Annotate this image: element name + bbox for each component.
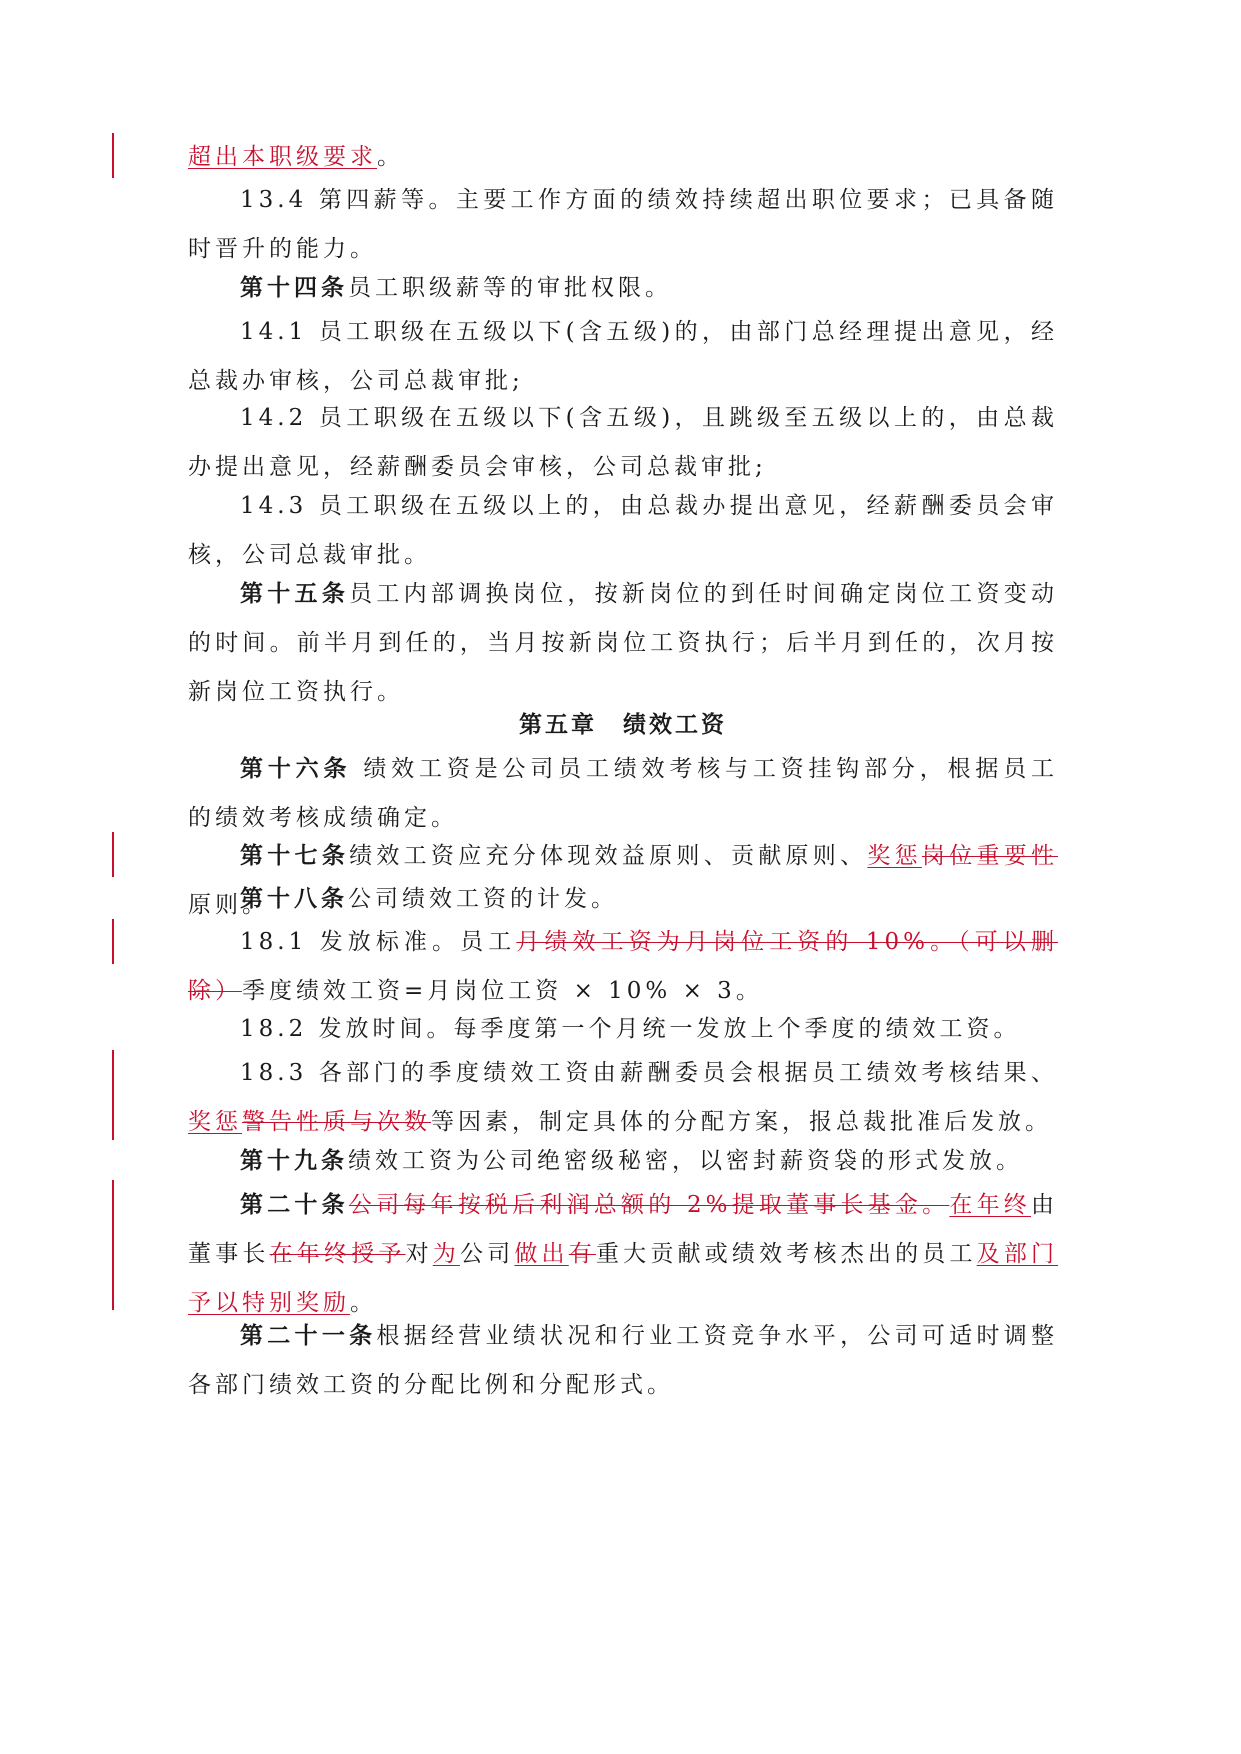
article-label: 第十五条 xyxy=(240,580,350,607)
article-label: 第二十一条 xyxy=(240,1322,377,1349)
text: 绩效工资应充分体现效益原则、贡献原则、 xyxy=(349,843,868,869)
deleted-text: 在年终授予 xyxy=(269,1241,406,1267)
text: 季度绩效工资=月岗位工资 × 10% × 3。 xyxy=(242,978,763,1004)
text: 。 xyxy=(377,144,404,170)
article-14 xyxy=(188,263,1058,313)
revision-bar xyxy=(112,832,114,877)
text: 公司 xyxy=(459,1241,515,1267)
text: 18.1 发放标准。员工 xyxy=(240,929,517,955)
text: 14.2 员工职级在五级以下(含五级)，且跳级至五级以上的，由总裁办提出意见，经薪酬委员会审核，公司总裁审批; xyxy=(188,405,1058,480)
inserted-text: 及部门予以特别奖励 xyxy=(188,1241,1059,1316)
article-15 xyxy=(188,569,1058,717)
text: 18.3 各部门的季度绩效工资由薪酬委员会根据员工绩效考核结果、 xyxy=(240,1060,1058,1086)
revision-bar xyxy=(112,919,114,964)
article-label: 第十四条 xyxy=(240,274,348,301)
text: 由董事长 xyxy=(188,1192,1058,1267)
paragraph-14-1 xyxy=(188,308,1058,406)
article-20 xyxy=(188,1180,1058,1328)
text: 。 xyxy=(350,1290,377,1316)
deleted-text: 有 xyxy=(568,1241,596,1267)
text: 对 xyxy=(405,1241,433,1267)
article-label: 第十九条 xyxy=(240,1147,348,1174)
text: 绩效工资为公司绝密级秘密，以密封薪资袋的形式发放。 xyxy=(348,1148,1023,1174)
revision-bar xyxy=(112,133,114,178)
paragraph-14-2 xyxy=(188,394,1058,492)
deleted-text: 公司每年按税后利润总额的 2%提取董事长基金。 xyxy=(348,1192,950,1218)
revision-bar xyxy=(112,1050,114,1140)
paragraph-13-3-tail xyxy=(188,133,1058,182)
deleted-text: 警告性质与次数 xyxy=(242,1109,431,1135)
article-label: 第十七条 xyxy=(240,842,350,869)
text: 14.1 员工职级在五级以下(含五级)的，由部门总经理提出意见，经总裁办审核，公司总裁审批; xyxy=(188,319,1058,394)
paragraph-18-1 xyxy=(188,918,1058,1016)
article-label: 第十八条 xyxy=(240,885,348,912)
deleted-text: 月绩效工资为月岗位工资的 10%。（可以删除） xyxy=(188,929,1058,1004)
text: 原则。 xyxy=(188,892,269,918)
text: 公司绩效工资的计发。 xyxy=(348,886,618,912)
text: 14.3 员工职级在五级以上的，由总裁办提出意见，经薪酬委员会审核，公司总裁审批。 xyxy=(188,493,1058,568)
text: 绩效工资是公司员工绩效考核与工资挂钩部分，根据员工的绩效考核成绩确定。 xyxy=(188,756,1059,831)
text: 员工职级薪等的审批权限。 xyxy=(348,275,672,301)
text: 等因素，制定具体的分配方案，报总裁批准后发放。 xyxy=(431,1109,1052,1135)
article-label: 第十六条 xyxy=(240,755,352,782)
inserted-text: 奖惩 xyxy=(188,1109,242,1135)
paragraph-18-3 xyxy=(188,1049,1058,1147)
text: 13.4 第四薪等。主要工作方面的绩效持续超出职位要求；已具备随时晋升的能力。 xyxy=(188,187,1058,262)
inserted-text: 为 xyxy=(432,1241,460,1267)
paragraph-14-3 xyxy=(188,482,1058,580)
chapter-title: 第五章 绩效工资 xyxy=(519,711,727,738)
article-19 xyxy=(188,1136,1058,1186)
revision-bar xyxy=(112,1180,114,1310)
text: 根据经营业绩状况和行业工资竞争水平，公司可适时调整各部门绩效工资的分配比例和分配形式。 xyxy=(188,1323,1059,1398)
paragraph-18-2 xyxy=(188,1005,1058,1054)
article-label: 第二十条 xyxy=(240,1191,349,1218)
inserted-text: 奖惩 xyxy=(867,843,922,869)
text: 重大贡献或绩效考核杰出的员工 xyxy=(595,1241,977,1267)
inserted-text: 超出本职级要求 xyxy=(188,144,377,170)
article-21 xyxy=(188,1311,1058,1410)
inserted-text: 在年终 xyxy=(949,1192,1031,1218)
article-16 xyxy=(188,744,1058,843)
deleted-text: 岗位重要性 xyxy=(921,843,1059,869)
article-18 xyxy=(188,874,1058,924)
text: 18.2 发放时间。每季度第一个月统一发放上个季度的绩效工资。 xyxy=(240,1016,1021,1042)
inserted-text: 做出 xyxy=(514,1241,569,1267)
paragraph-13-4 xyxy=(188,176,1058,274)
text: 员工内部调换岗位，按新岗位的到任时间确定岗位工资变动的时间。前半月到任的，当月按新岗位工资执行；后半月到任的，次月按新岗位工资执行。 xyxy=(188,581,1059,705)
